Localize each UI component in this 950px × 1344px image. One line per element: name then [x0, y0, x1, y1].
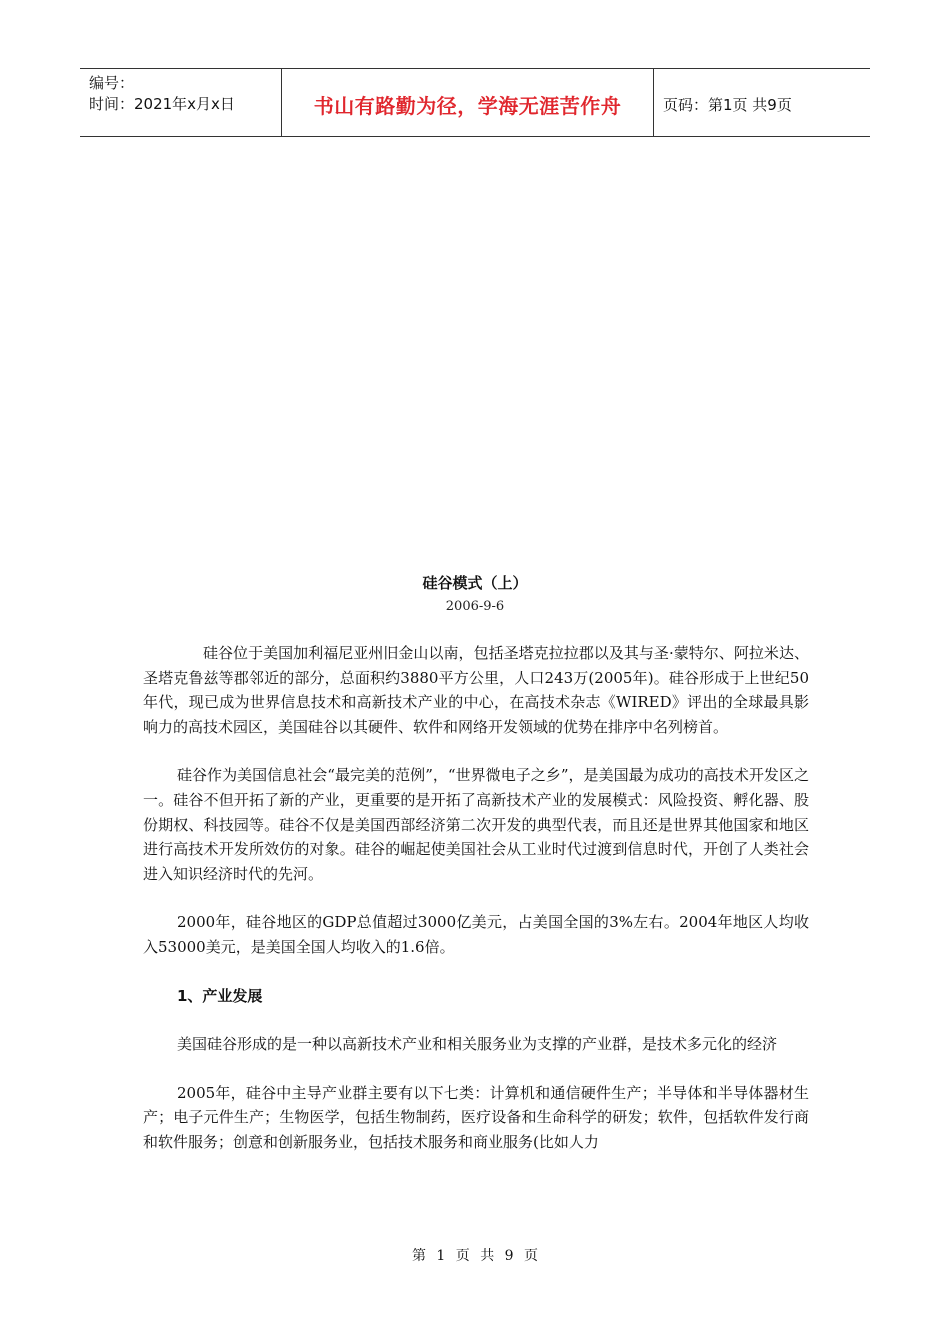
header-page-cell [654, 69, 870, 136]
paragraph-1: 硅谷位于美国加利福尼亚州旧金山以南，包括圣塔克拉拉郡以及其与圣·蒙特尔、阿拉米达、圣塔克鲁兹等郡邻近的部分，总面积约3880平方公里，人口243万(2005年)。硅谷形成于上世纪50年代，现已成为世界信息技术和高新技术产业的中心，在高技术杂志《WIRED》评出的全球最具影响力的高技术园区，美国硅谷以其硬件、软件和网络开发领域的优势在排序中名列榜首。 [143, 644, 809, 736]
article-body [143, 641, 809, 1179]
page-footer: 第 1 页 共 9 页 [411, 1248, 539, 1264]
header-meta [80, 69, 281, 136]
time-label: 时间：2021年x月x日 [89, 95, 235, 113]
paragraph-2: 硅谷作为美国信息社会“最完美的范例”，“世界微电子之乡”，是美国最为成功的高技术开发区之一。硅谷不但开拓了新的产业，更重要的是开拓了高新技术产业的发展模式：风险投资、孵化器、股份期权、科技园等。硅谷不仅是美国西部经济第二次开发的典型代表，而且还是世界其他国家和地区进行高技术开发所效仿的对象。硅谷的崛起使美国社会从工业时代过渡到信息时代，开创了人类社会进入知识经济时代的先河。 [143, 766, 809, 883]
page-header [80, 68, 870, 137]
code-label: 编号： [89, 74, 135, 92]
header-motto-cell [281, 69, 654, 136]
paragraph-4: 美国硅谷形成的是一种以高新技术产业和相关服务业为支撑的产业群，是技术多元化的经济 [177, 1035, 778, 1054]
article-date: 2006-9-6 [445, 599, 505, 614]
paragraph-3: 2000年，硅谷地区的GDP总值超过3000亿美元，占美国全国的3%左右。2004年地区人均收入53000美元，是美国全国人均收入的1.6倍。 [143, 913, 809, 956]
motto-text: 书山有路勤为径，学海无涯苦作舟 [313, 94, 622, 118]
article-title: 硅谷模式（上） [422, 574, 528, 592]
paragraph-5: 2005年，硅谷中主导产业群主要有以下七类：计算机和通信硬件生产；半导体和半导体器材生产；电子元件生产；生物医学，包括生物制药，医疗设备和生命科学的研发；软件，包括软件发行商和软件服务；创意和创新服务业，包括技术服务和商业服务(比如人力 [143, 1083, 809, 1151]
section-heading: 1、产业发展 [177, 986, 263, 1005]
page-label: 页码：第1页 共9页 [663, 96, 792, 114]
